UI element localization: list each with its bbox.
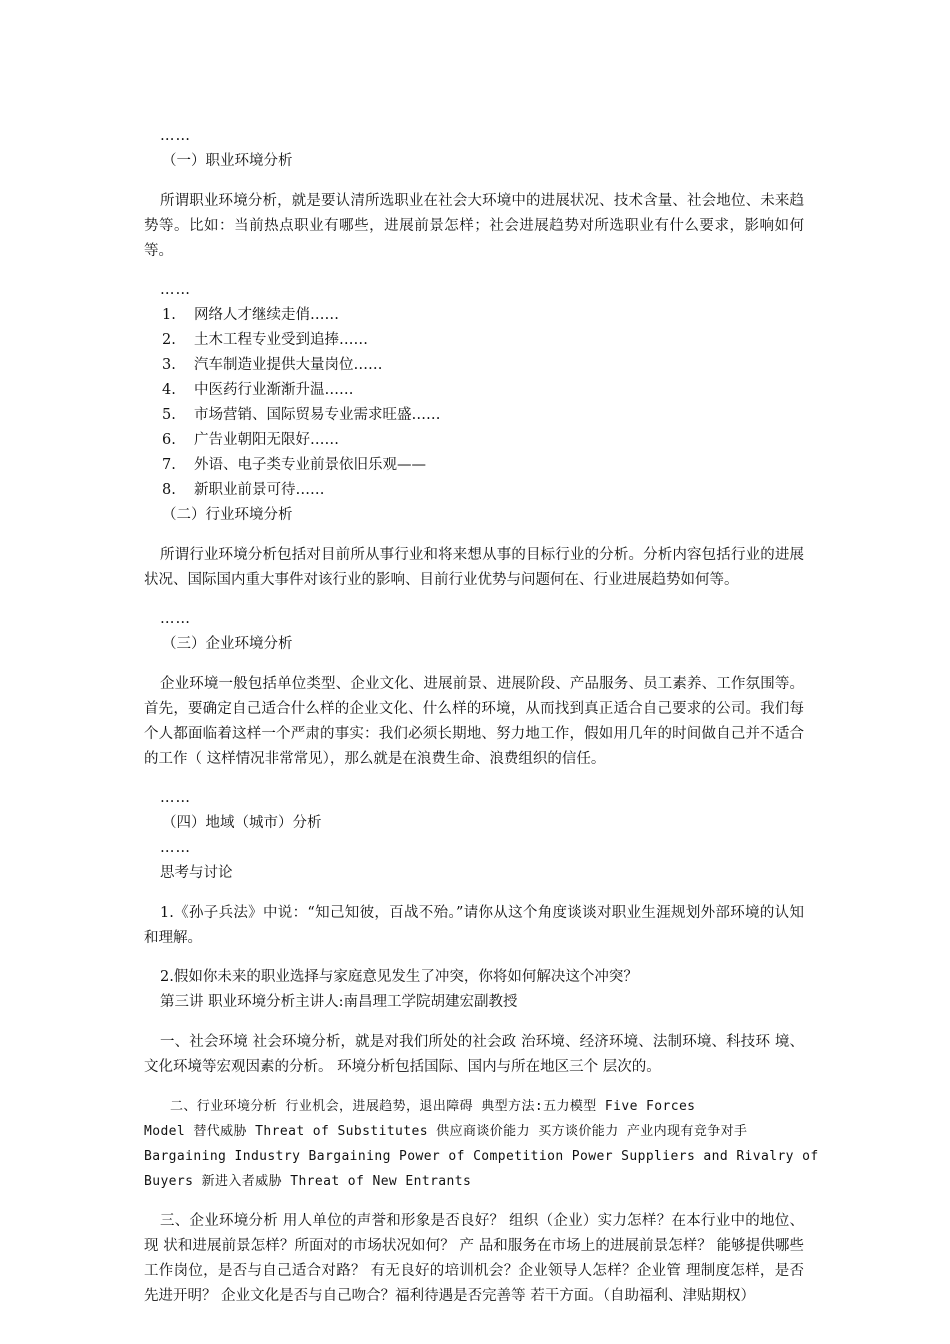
list-item-text: 广告业朝阳无限好…… [194, 432, 339, 448]
list-item-number: 7. [162, 457, 176, 473]
paragraph-career-env: 所谓职业环境分析，就是要认清所选职业在社会大环境中的进展状况、技术含量、社会地位、未来趋势等。比如：当前热点职业有哪些，进展前景怎样；社会进展趋势对所选职业有什么要求，影响如何等。 [144, 192, 804, 259]
list-item-text: 新职业前景可待…… [194, 482, 325, 498]
list-item [144, 453, 804, 478]
five-forces-line: Buyers 新进入者威胁 Threat of New Entrants [144, 1174, 472, 1189]
paragraph-enterprise-env: 企业环境一般包括单位类型、企业文化、进展前景、进展阶段、产品服务、员工素养、工作氛围等。首先，要确定自己适合什么样的企业文化、什么样的环境，从而找到真正适合自己要求的公司。我们每个人都面临着这样一个严肃的事实：我们必须长期地、努力地工作，假如用几年的时间做自己并不适合的工作（ 这样情况非常常见），那么就是在浪费生命、浪费组织的信任。 [144, 675, 804, 767]
ellipsis-1: …… [160, 128, 191, 144]
section-industry-five-forces [144, 1094, 819, 1194]
list-item-number: 5. [162, 407, 176, 423]
ellipsis-5: …… [160, 840, 191, 856]
section-enterprise-questions: 三、企业环境分析 用人单位的声誉和形象是否良好？ 组织（企业）实力怎样？在本行业中的地位、现 状和进展前景怎样？所面对的市场状况如何？ 产 品和服务在市场上的进展前景怎样？ 能够提供哪些工作岗位，是否与自己适合对路？ 有无良好的培训机会？企业领导人怎样？企业管 理制度怎样，是否先进开明？ 企业文化是否与自己吻合？福利待遇是否完善等 若干方面。（自助福利、津贴期权） [144, 1212, 804, 1304]
discussion-title: 思考与讨论 [160, 865, 233, 881]
ellipsis-3: …… [160, 611, 191, 627]
five-forces-line: Model 替代威胁 Threat of Substitutes 供应商谈价能力 买方谈价能力 产业内现有竞争对手 [144, 1124, 748, 1139]
discussion-question-2: 2.假如你未来的职业选择与家庭意见发生了冲突，你将如何解决这个冲突？ [160, 969, 638, 985]
hot-jobs-list [144, 303, 804, 503]
list-item-text: 市场营销、国际贸易专业需求旺盛…… [194, 407, 441, 423]
list-item [144, 478, 804, 503]
five-forces-line: 二、行业环境分析 行业机会，进展趋势，退出障碍 典型方法:五力模型 Five Forces [170, 1099, 696, 1114]
ellipsis-2: …… [160, 282, 191, 298]
list-item [144, 428, 804, 453]
list-item-number: 4. [162, 382, 176, 398]
ellipsis-4: …… [160, 790, 191, 806]
list-item-number: 2. [162, 332, 176, 348]
list-item-text: 网络人才继续走俏…… [194, 307, 339, 323]
five-forces-line: Bargaining Industry Bargaining Power of Competition Power Suppliers and Rivalry of [144, 1149, 819, 1164]
paragraph-industry-env: 所谓行业环境分析包括对目前所从事行业和将来想从事的目标行业的分析。分析内容包括行业的进展状况、国际国内重大事件对该行业的影响、目前行业优势与问题何在、行业进展趋势如何等。 [144, 546, 804, 588]
list-item-number: 3. [162, 357, 176, 373]
document-page [144, 124, 819, 1323]
list-item-text: 中医药行业渐渐升温…… [194, 382, 354, 398]
list-item [144, 328, 804, 353]
heading-career-env: （一）职业环境分析 [162, 153, 293, 169]
list-item-text: 外语、电子类专业前景依旧乐观—— [194, 457, 426, 473]
list-item [144, 378, 804, 403]
list-item [144, 353, 804, 378]
list-item-text: 汽车制造业提供大量岗位…… [194, 357, 383, 373]
heading-enterprise-env: （三）企业环境分析 [162, 636, 293, 652]
heading-industry-env: （二）行业环境分析 [162, 507, 293, 523]
list-item-number: 1. [162, 307, 176, 323]
discussion-question-1: 1.《孙子兵法》中说：“知己知彼，百战不殆。”请你从这个角度谈谈对职业生涯规划外部环境的认知和理解。 [144, 904, 804, 946]
heading-region-analysis: （四）地域（城市）分析 [162, 815, 322, 831]
list-item [144, 303, 804, 328]
list-item-number: 8. [162, 482, 176, 498]
list-item-text: 土木工程专业受到追捧…… [194, 332, 368, 348]
lecture-title: 第三讲 职业环境分析主讲人:南昌理工学院胡建宏副教授 [160, 994, 518, 1010]
list-item [144, 403, 804, 428]
section-social-env: 一、社会环境 社会环境分析，就是对我们所处的社会政 治环境、经济环境、法制环境、科技环 境、文化环境等宏观因素的分析。 环境分析包括国际、国内与所在地区三个 层次的。 [144, 1033, 804, 1075]
list-item-number: 6. [162, 432, 176, 448]
